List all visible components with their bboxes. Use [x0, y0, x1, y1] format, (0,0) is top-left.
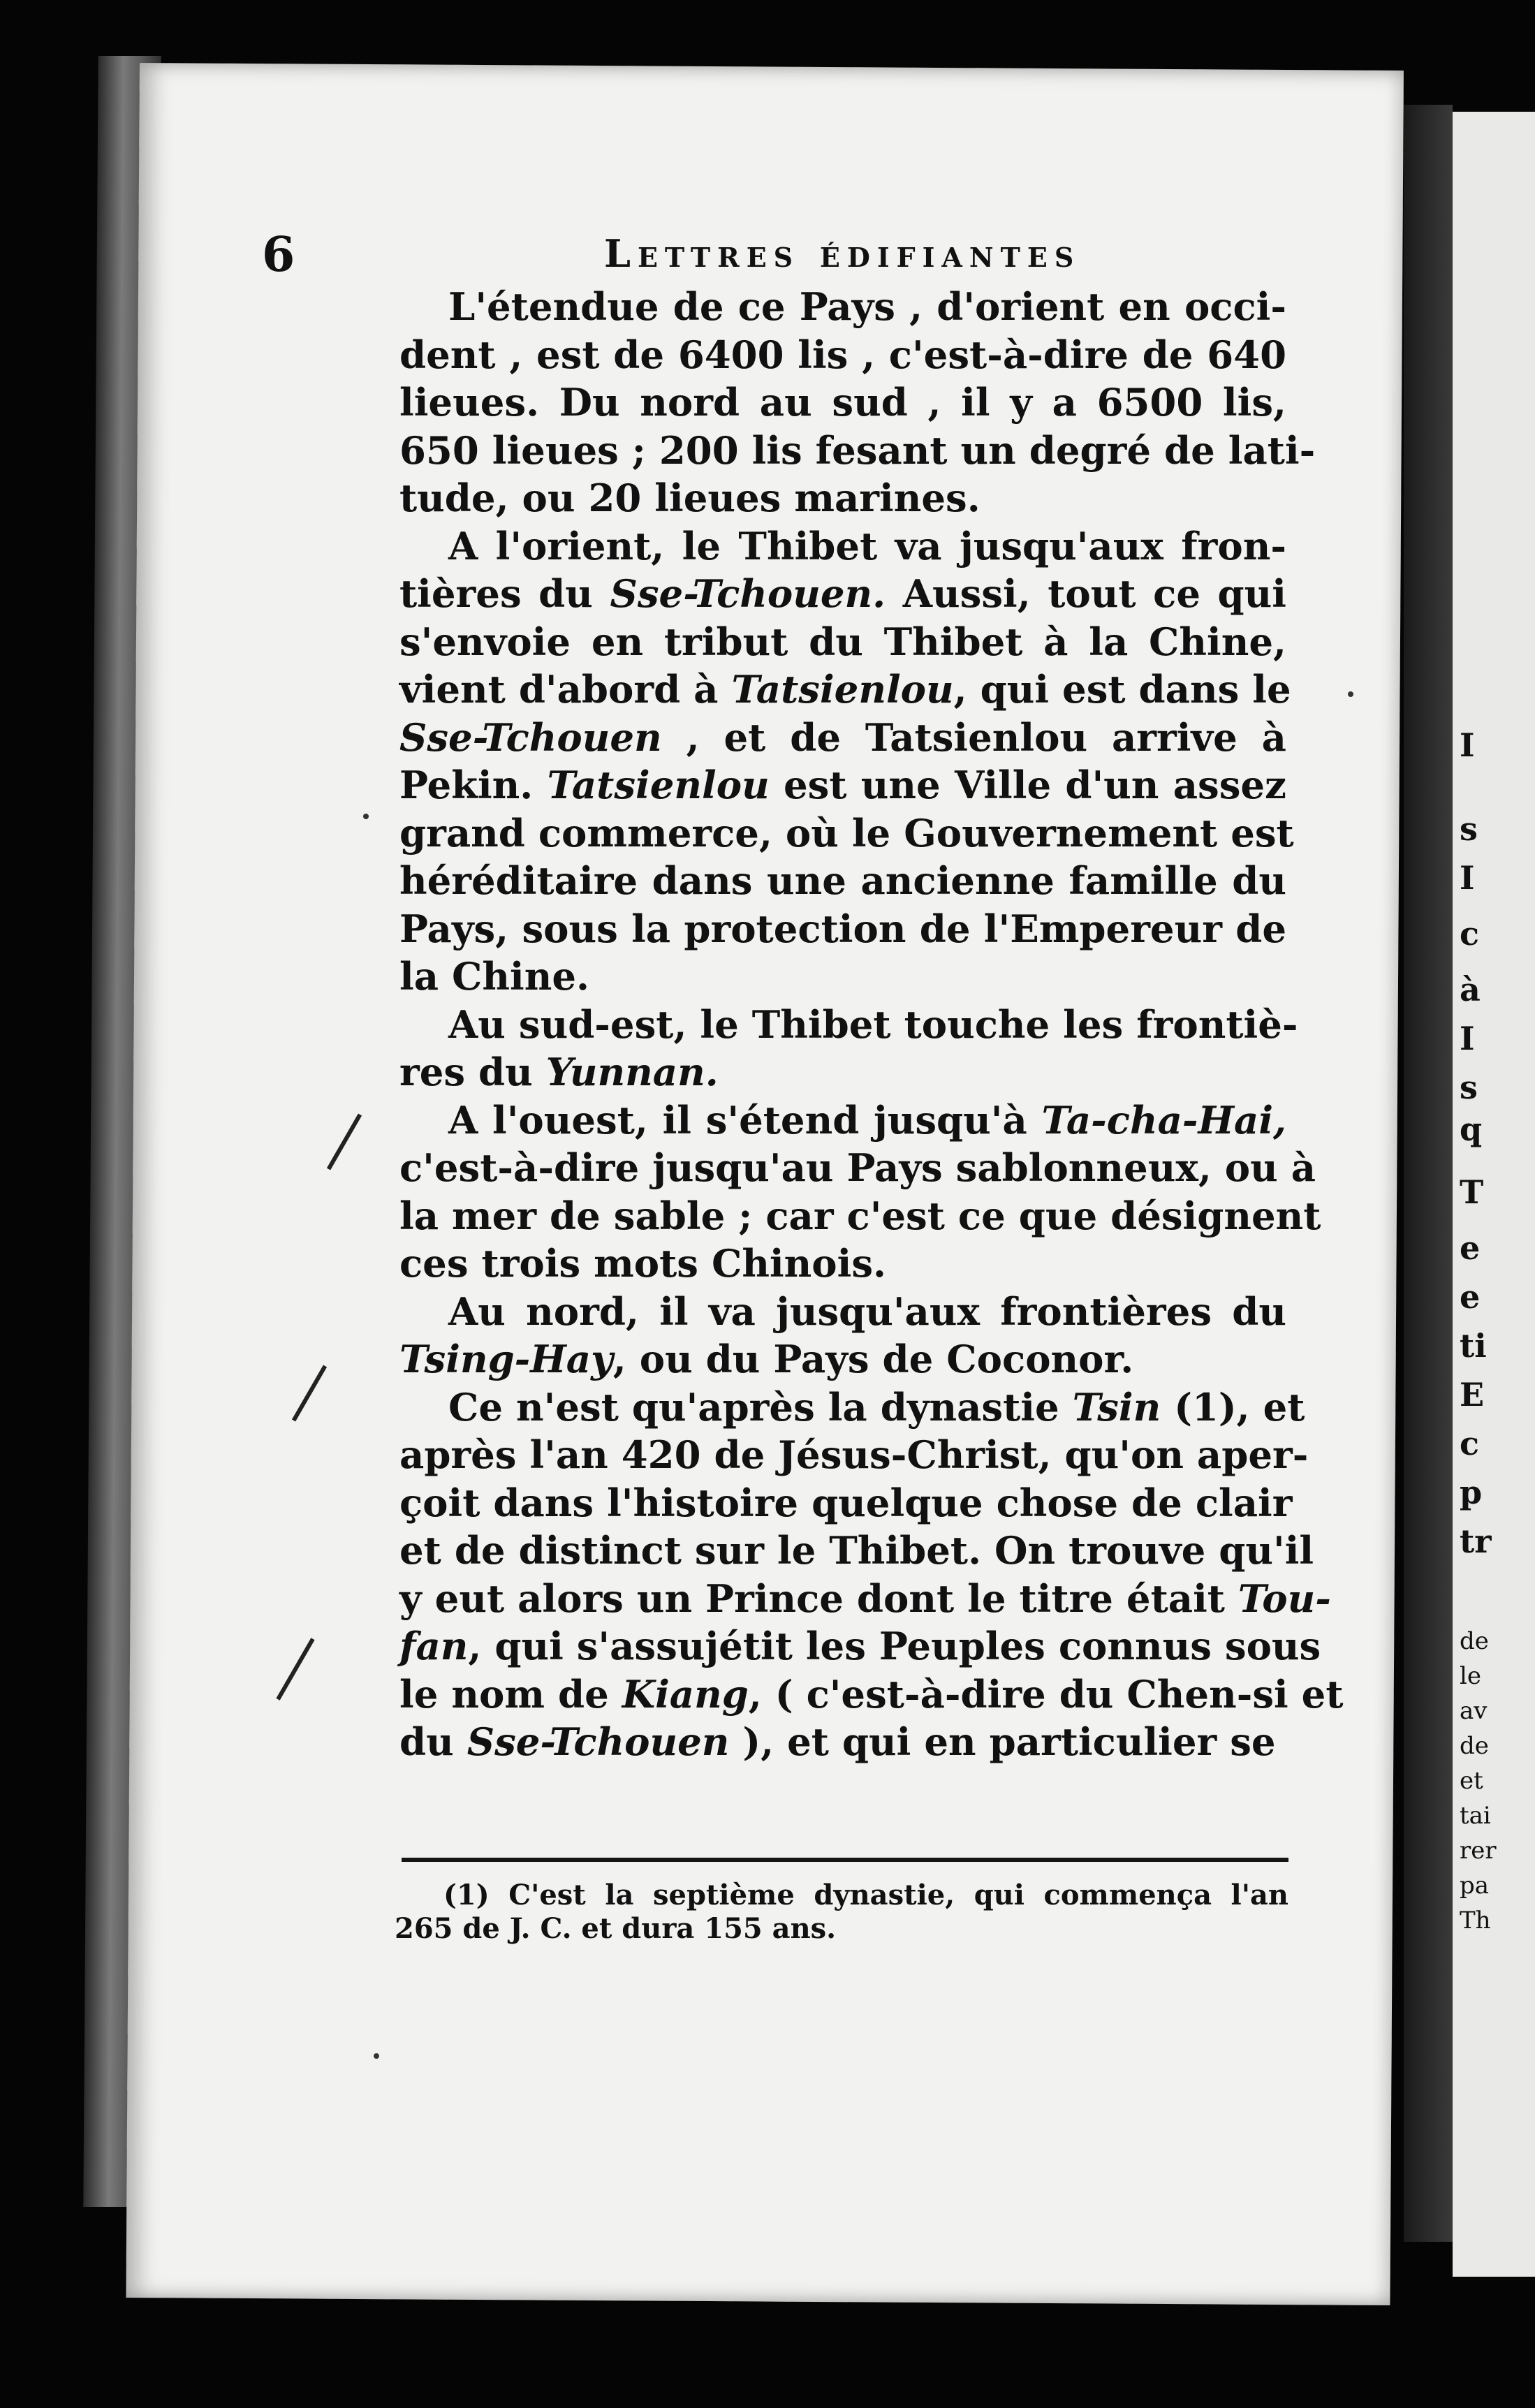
text-line	[399, 1622, 1321, 1671]
facing-page-fragment: Th	[1460, 1907, 1491, 1935]
facing-page-fragment: I	[1460, 859, 1475, 897]
text-line	[399, 283, 1286, 331]
text-line	[399, 427, 1316, 475]
text-run: héréditaire dans une ancienne famille du	[399, 858, 1286, 903]
italic-text: Yunnan.	[545, 1050, 719, 1094]
text-run: , et de Tatsienlou arrive à	[661, 714, 1286, 760]
text-line	[399, 1527, 1314, 1575]
text-line	[399, 474, 1286, 522]
facing-page-fragment: T	[1460, 1173, 1484, 1211]
text-line	[399, 1671, 1344, 1719]
text-run: s'envoie en tribut du Thibet à la Chine,	[399, 619, 1286, 664]
facing-page-fragment: le	[1460, 1662, 1481, 1690]
text-line	[399, 1575, 1331, 1623]
text-line	[399, 331, 1286, 379]
text-line	[399, 618, 1286, 666]
text-run: ces trois mots Chinois.	[399, 1241, 887, 1286]
text-line	[399, 1192, 1321, 1240]
italic-text: Kiang	[622, 1671, 749, 1717]
text-run: vient d'abord à	[399, 667, 732, 712]
facing-page-fragment: c	[1460, 1425, 1480, 1462]
facing-page-fragment: I	[1460, 726, 1475, 764]
text-run: du	[399, 1719, 467, 1764]
text-line	[399, 1048, 1286, 1096]
text-run: Pays, sous la protection de l'Empereur de	[399, 906, 1286, 951]
facing-page-fragment: rer	[1460, 1837, 1497, 1865]
footnote-line: 265 de J. C. et dura 155 ans.	[395, 1912, 837, 1945]
text-line	[399, 905, 1286, 953]
text-run: A l'ouest, il s'étend jusqu'à	[448, 1097, 1042, 1143]
facing-page-fragment: tr	[1460, 1522, 1492, 1560]
facing-page-fragment: c	[1460, 915, 1480, 953]
facing-page-fragment: de	[1460, 1627, 1489, 1655]
text-run: Au sud-est, le Thibet touche les frontiè-	[448, 1001, 1298, 1047]
facing-page-fragment: s	[1460, 810, 1478, 848]
text-run: c'est-à-dire jusqu'au Pays sablonneux, ou à	[399, 1145, 1316, 1190]
text-line	[399, 1001, 1298, 1049]
text-run: y eut alors un Prince dont le titre était	[399, 1576, 1238, 1621]
facing-page-fragment: E	[1460, 1376, 1485, 1414]
italic-text: fan	[399, 1624, 469, 1668]
facing-page-fragment: pa	[1460, 1872, 1490, 1900]
page-header	[262, 227, 1295, 290]
text-line	[399, 953, 1286, 1001]
italic-text: Tatsienlou	[731, 667, 954, 712]
text-run: la Chine.	[399, 954, 589, 999]
text-line	[399, 522, 1286, 571]
italic-text: Tsing-Hay	[399, 1337, 613, 1381]
body-text	[399, 283, 1344, 1766]
text-line	[399, 1479, 1293, 1527]
page-gutter-shadow	[1404, 105, 1453, 2242]
text-run: le nom de	[399, 1671, 622, 1717]
text-run: A l'orient, le Thibet va jusqu'aux fron-	[448, 523, 1286, 568]
text-line	[399, 570, 1286, 618]
paper-speck	[363, 814, 369, 819]
text-run: , qui s'assujétit les Peuples connus sous	[468, 1624, 1321, 1668]
text-run: est une Ville d'un assez	[769, 763, 1286, 807]
text-line	[399, 1240, 1286, 1288]
text-run: ), et qui en particulier se	[729, 1719, 1276, 1764]
text-line	[399, 1144, 1316, 1192]
facing-page-fragment: p	[1460, 1474, 1483, 1511]
text-run: çoit dans l'histoire quelque chose de clair	[399, 1480, 1293, 1525]
footnote-separator	[402, 1858, 1288, 1862]
text-run: , ou du Pays de Coconor.	[612, 1337, 1134, 1381]
text-run: lieues. Du nord au sud , il y a 6500 lis,	[399, 380, 1286, 425]
facing-page-edge	[1453, 112, 1535, 2277]
text-run: res du	[399, 1050, 546, 1094]
facing-page-fragment: tai	[1460, 1802, 1491, 1830]
text-run: après l'an 420 de Jésus-Christ, qu'on aper-	[399, 1432, 1309, 1477]
italic-text: Tsin	[1072, 1384, 1161, 1430]
running-title: Lettres édifiantes	[604, 231, 1081, 276]
italic-text: Sse-Tchouen	[399, 714, 662, 760]
text-run: grand commerce, où le Gouvernement est	[399, 810, 1294, 856]
text-line	[399, 1096, 1286, 1145]
facing-page-fragment: de	[1460, 1732, 1489, 1760]
text-line	[399, 1718, 1286, 1766]
text-line	[399, 1431, 1309, 1479]
italic-text: Sse-Tchouen	[467, 1719, 730, 1764]
facing-page-fragment: et	[1460, 1767, 1483, 1795]
text-line	[399, 379, 1286, 427]
text-run: et de distinct sur le Thibet. On trouve qu'il	[399, 1528, 1314, 1573]
facing-page-fragment: s	[1460, 1069, 1478, 1106]
italic-text: Tou-	[1237, 1576, 1331, 1621]
text-run: tières du	[399, 571, 610, 616]
text-line	[399, 761, 1286, 809]
italic-text: Sse-Tchouen.	[610, 571, 886, 616]
text-run: L'étendue de ce Pays , d'orient en occi-	[448, 284, 1286, 329]
page-number: 6	[262, 227, 295, 283]
italic-text: Tatsienlou	[547, 763, 770, 807]
facing-page-fragment: e	[1460, 1229, 1481, 1267]
facing-page-fragment: à	[1460, 971, 1481, 1008]
footnote-line: (1) C'est la septième dynastie, qui commença l'an	[443, 1879, 1288, 1911]
footnote	[395, 1879, 1288, 1946]
text-run: (1), et	[1161, 1384, 1305, 1430]
text-run: , qui est dans le	[953, 667, 1291, 712]
text-line	[399, 1335, 1286, 1383]
paper-speck	[1348, 691, 1353, 697]
facing-page-fragment: ti	[1460, 1327, 1487, 1365]
text-line	[399, 809, 1294, 858]
text-run: Ce n'est qu'après la dynastie	[448, 1384, 1073, 1430]
text-run: Au nord, il va jusqu'aux frontières du	[448, 1289, 1286, 1334]
text-line	[399, 1383, 1305, 1432]
italic-text: Ta-cha-Hai,	[1041, 1097, 1286, 1143]
text-line	[399, 666, 1291, 714]
text-run: dent , est de 6400 lis , c'est-à-dire de 640	[399, 332, 1286, 377]
text-run: 650 lieues ; 200 lis fesant un degré de lati-	[399, 427, 1316, 473]
facing-page-fragment: q	[1460, 1110, 1483, 1148]
facing-page-fragment: e	[1460, 1278, 1481, 1316]
text-line	[399, 1288, 1286, 1336]
text-run: la mer de sable ; car c'est ce que désignent	[399, 1193, 1321, 1238]
text-line	[399, 857, 1286, 905]
text-line	[399, 714, 1286, 762]
text-run: , ( c'est-à-dire du Chen-si et	[748, 1671, 1344, 1717]
text-run: tude, ou 20 lieues marines.	[399, 476, 981, 520]
text-run: Aussi, tout ce qui	[886, 571, 1286, 616]
text-run: Pekin.	[399, 763, 548, 807]
facing-page-fragment: av	[1460, 1697, 1488, 1725]
facing-page-fragment: I	[1460, 1020, 1475, 1057]
paper-speck	[374, 2053, 379, 2059]
